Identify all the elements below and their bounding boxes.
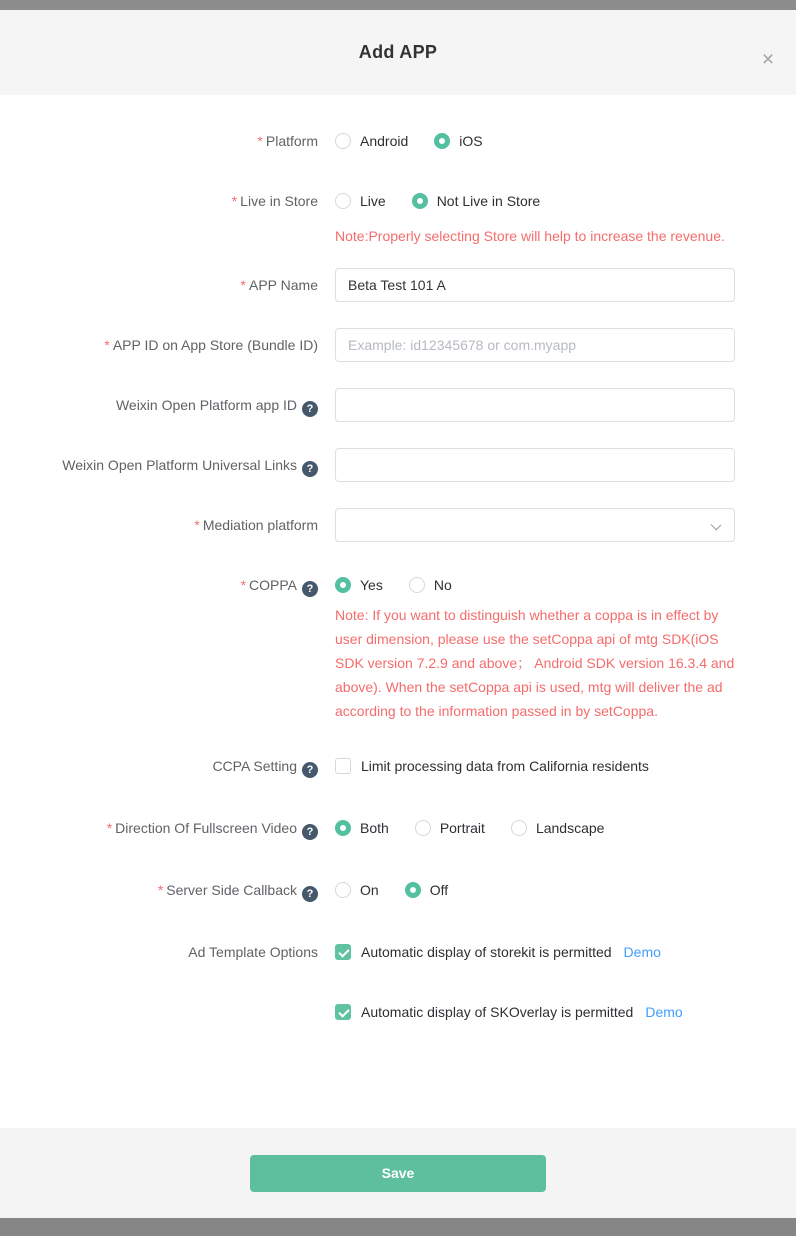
ccpa-checkbox-label: Limit processing data from California residents (361, 758, 649, 774)
required-marker: * (194, 517, 200, 533)
radio-coppa-yes[interactable] (335, 575, 383, 595)
coppa-radio-group (335, 575, 796, 595)
radio-portrait[interactable] (415, 818, 485, 838)
radio-callback-off[interactable] (405, 880, 448, 900)
help-icon[interactable]: ? (302, 401, 318, 417)
skoverlay-checkbox[interactable] (335, 1004, 351, 1020)
radio-android-label: Android (360, 133, 409, 149)
storekit-checkbox[interactable] (335, 944, 351, 960)
radio-ios-icon (434, 133, 450, 149)
radio-callback-off-icon (405, 882, 421, 898)
required-marker: * (231, 193, 238, 209)
help-icon[interactable]: ? (302, 824, 318, 840)
ccpa-label: CCPA Setting ? (0, 756, 318, 778)
skoverlay-checkbox-label: Automatic display of SKOverlay is permitted (361, 1004, 634, 1020)
form-row-live-in-store (0, 191, 796, 248)
modal-footer (0, 1128, 796, 1218)
ccpa-check-row (335, 756, 796, 776)
weixin-app-id-label: Weixin Open Platform app ID ? (0, 388, 318, 422)
form-row-ad-template-storekit (0, 942, 796, 962)
required-marker: * (257, 133, 263, 149)
radio-not-live-icon (412, 193, 428, 209)
direction-label: * Direction Of Fullscreen Video ? (0, 818, 318, 840)
form-row-weixin-universal-links (0, 448, 796, 482)
radio-android[interactable] (335, 131, 408, 151)
radio-live-icon (335, 193, 351, 209)
radio-coppa-no-icon (409, 577, 425, 593)
radio-both-label: Both (360, 820, 389, 836)
radio-coppa-no[interactable] (409, 575, 452, 595)
save-button[interactable]: Save (250, 1155, 546, 1192)
radio-landscape-label: Landscape (535, 820, 605, 836)
required-marker: * (240, 577, 247, 593)
radio-both-icon (335, 820, 351, 836)
backdrop-top-strip (0, 0, 796, 10)
form-row-weixin-app-id (0, 388, 796, 422)
required-marker: * (106, 820, 113, 836)
radio-callback-on[interactable] (335, 880, 379, 900)
help-icon[interactable]: ? (302, 461, 318, 477)
radio-both[interactable] (335, 818, 389, 838)
required-marker: * (104, 337, 110, 353)
direction-radio-group (335, 818, 796, 838)
app-id-label: * APP ID on App Store (Bundle ID) (104, 337, 318, 353)
ccpa-checkbox[interactable] (335, 758, 351, 774)
store-note: Note:Properly selecting Store will help to increase the revenue. (335, 228, 725, 244)
storekit-checkbox-label: Automatic display of storekit is permitted (361, 944, 612, 960)
radio-portrait-icon (415, 820, 431, 836)
radio-not-live-label: Not Live in Store (436, 193, 541, 209)
weixin-universal-links-input[interactable] (335, 448, 735, 482)
radio-landscape-icon (511, 820, 527, 836)
coppa-note: Note: If you want to distinguish whether a coppa is in effect by user dimension, please use the setCoppa api of mtg SDK(iOS SDK version 7.2.9 and above； Android SDK version 16.3.4 and above). When the setCoppa api is used, mtg will deliver the ad according to the information passed in by setCoppa. (335, 607, 735, 719)
live-in-store-radio-group (335, 191, 796, 211)
modal-body (0, 95, 796, 1128)
platform-label: * Platform (257, 133, 318, 149)
close-icon[interactable]: × (761, 48, 775, 71)
form-row-ad-template-skoverlay (0, 1002, 796, 1022)
radio-ios-label: iOS (459, 133, 483, 149)
required-marker: * (240, 277, 246, 293)
storekit-check-row (335, 942, 796, 962)
app-id-input[interactable] (335, 328, 735, 362)
chevron-down-icon (711, 520, 722, 531)
radio-android-icon (335, 133, 351, 149)
radio-coppa-yes-label: Yes (360, 577, 383, 593)
radio-ios[interactable] (434, 131, 482, 151)
radio-portrait-label: Portrait (439, 820, 485, 836)
help-icon[interactable]: ? (302, 581, 318, 597)
radio-callback-on-icon (335, 882, 351, 898)
coppa-label: * COPPA ? (0, 575, 318, 723)
weixin-app-id-input[interactable] (335, 388, 735, 422)
skoverlay-demo-link[interactable]: Demo (645, 1004, 683, 1020)
form-row-direction (0, 818, 796, 840)
platform-radio-group (335, 131, 796, 151)
skoverlay-check-row (335, 1002, 796, 1022)
storekit-demo-link[interactable]: Demo (623, 944, 661, 960)
form-row-ccpa (0, 756, 796, 778)
modal-title: Add APP (358, 42, 438, 62)
live-in-store-label: * Live in Store (231, 193, 318, 209)
weixin-universal-links-label: Weixin Open Platform Universal Links ? (0, 448, 318, 482)
help-icon[interactable]: ? (302, 762, 318, 778)
radio-callback-on-label: On (360, 882, 379, 898)
form-row-server-callback (0, 880, 796, 902)
ad-template-options-label-spacer (0, 1002, 318, 1022)
add-app-modal (0, 10, 796, 1218)
app-name-label: * APP Name (240, 277, 318, 293)
radio-coppa-yes-icon (335, 577, 351, 593)
app-name-input[interactable] (335, 268, 735, 302)
radio-landscape[interactable] (511, 818, 605, 838)
radio-coppa-no-label: No (433, 577, 452, 593)
form-row-platform (0, 131, 796, 151)
server-callback-radio-group (335, 880, 796, 900)
radio-not-live[interactable] (412, 191, 541, 211)
ad-template-options-label: Ad Template Options (188, 944, 318, 960)
form-row-mediation-platform (0, 508, 796, 542)
form-row-coppa (0, 575, 796, 723)
modal-header (0, 10, 796, 95)
form-row-app-name (0, 268, 796, 302)
required-marker: * (157, 882, 164, 898)
form-row-app-id (0, 328, 796, 362)
mediation-platform-label: * Mediation platform (194, 517, 318, 533)
help-icon[interactable]: ? (302, 886, 318, 902)
server-callback-label: * Server Side Callback ? (0, 880, 318, 902)
radio-live-label: Live (360, 193, 386, 209)
radio-callback-off-label: Off (429, 882, 449, 898)
radio-live[interactable] (335, 191, 386, 211)
mediation-platform-select[interactable] (335, 508, 735, 542)
